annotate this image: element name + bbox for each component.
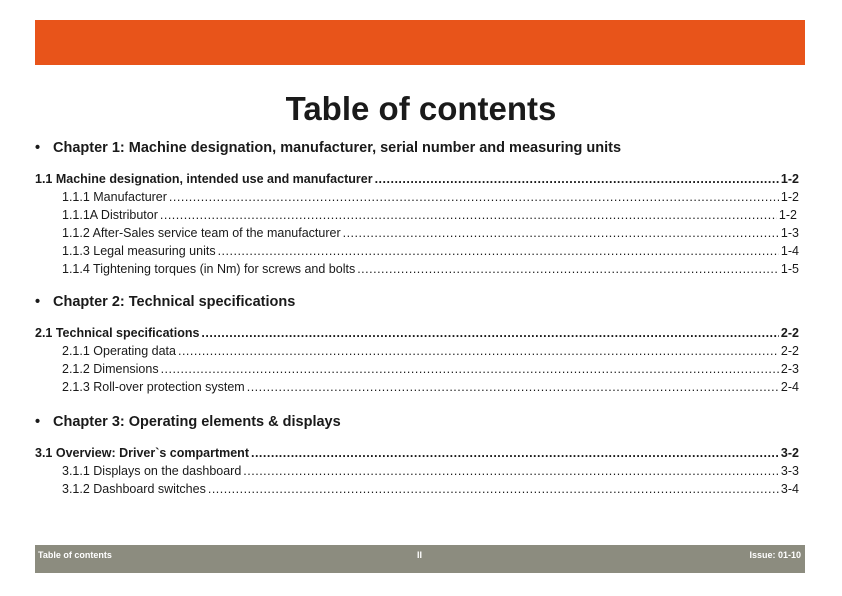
toc-subsection-3-1-1[interactable]: [62, 463, 799, 479]
toc-entry-page: 2-2: [780, 326, 799, 340]
toc-subsection-1-1-2[interactable]: [62, 225, 799, 241]
dot-leader: [208, 481, 779, 497]
toc-subsection-2-1-3[interactable]: [62, 379, 799, 395]
chapter-1-heading: [35, 139, 621, 157]
toc-entry-page: 1-2: [780, 190, 799, 204]
toc-entry-label: 2.1 Technical specifications: [35, 326, 200, 340]
toc-entry-page: 1-5: [780, 262, 799, 276]
footer-section-title: Table of contents: [38, 550, 112, 560]
toc-section-2-1[interactable]: [35, 325, 799, 341]
toc-entry-page: 3-3: [780, 464, 799, 478]
toc-subsection-2-1-2[interactable]: [62, 361, 799, 377]
dot-leader: [251, 445, 779, 461]
dot-leader: [201, 325, 779, 341]
toc-entry-label: 3.1.1 Displays on the dashboard: [62, 464, 242, 478]
toc-subsection-1-1-1a[interactable]: [62, 207, 797, 223]
chapter-3-heading: [35, 413, 341, 431]
toc-entry-page: 2-2: [780, 344, 799, 358]
chapter-2-heading: [35, 293, 295, 311]
toc-entry-page: 1-2: [780, 172, 799, 186]
bullet-icon: •: [35, 140, 41, 156]
toc-entry-page: 2-3: [780, 362, 799, 376]
footer-band: [35, 545, 805, 573]
dot-leader: [160, 207, 777, 223]
toc-entry-label: 1.1.3 Legal measuring units: [62, 244, 216, 258]
toc-subsection-1-1-3[interactable]: [62, 243, 799, 259]
toc-entry-page: 1-3: [780, 226, 799, 240]
footer-page-number: II: [417, 550, 423, 560]
toc-subsection-1-1-1[interactable]: [62, 189, 799, 205]
dot-leader: [343, 225, 779, 241]
toc-entry-label: 1.1.1A Distributor: [62, 208, 158, 222]
dot-leader: [218, 243, 779, 259]
toc-entry-label: 1.1.4 Tightening torques (in Nm) for screws and bolts: [62, 262, 356, 276]
bullet-icon: •: [35, 414, 41, 430]
chapter-1-heading-text: Chapter 1: Machine designation, manufacturer, serial number and measuring units: [53, 140, 622, 156]
toc-entry-label: 3.1 Overview: Driver`s compartment: [35, 446, 249, 460]
toc-entry-label: 2.1.1 Operating data: [62, 344, 176, 358]
toc-section-3-1[interactable]: [35, 445, 799, 461]
header-band: [35, 20, 805, 65]
toc-entry-page: 3-2: [780, 446, 799, 460]
toc-entry-label: 1.1 Machine designation, intended use and manufacturer: [35, 172, 373, 186]
chapter-2-heading-text: Chapter 2: Technical specifications: [53, 294, 296, 310]
toc-section-1-1[interactable]: [35, 171, 799, 187]
dot-leader: [357, 261, 779, 277]
toc-entry-label: 2.1.3 Roll-over protection system: [62, 380, 245, 394]
toc-subsection-3-1-2[interactable]: [62, 481, 799, 497]
toc-subsection-1-1-4[interactable]: [62, 261, 799, 277]
chapter-3-heading-text: Chapter 3: Operating elements & displays: [53, 414, 341, 430]
toc-subsection-2-1-1[interactable]: [62, 343, 799, 359]
footer-issue: Issue: 01-10: [749, 550, 801, 560]
dot-leader: [247, 379, 779, 395]
page-title: Table of contents: [285, 90, 557, 127]
toc-entry-label: 3.1.2 Dashboard switches: [62, 482, 206, 496]
toc-entry-page: 1-4: [780, 244, 799, 258]
toc-entry-page: 1-2: [778, 208, 797, 222]
dot-leader: [243, 463, 779, 479]
toc-entry-label: 2.1.2 Dimensions: [62, 362, 159, 376]
toc-entry-page: 2-4: [780, 380, 799, 394]
toc-entry-page: 3-4: [780, 482, 799, 496]
toc-entry-label: 1.1.1 Manufacturer: [62, 190, 167, 204]
dot-leader: [375, 171, 779, 187]
dot-leader: [178, 343, 779, 359]
bullet-icon: •: [35, 294, 41, 310]
dot-leader: [161, 361, 779, 377]
dot-leader: [169, 189, 779, 205]
toc-entry-label: 1.1.2 After-Sales service team of the manufacturer: [62, 226, 341, 240]
